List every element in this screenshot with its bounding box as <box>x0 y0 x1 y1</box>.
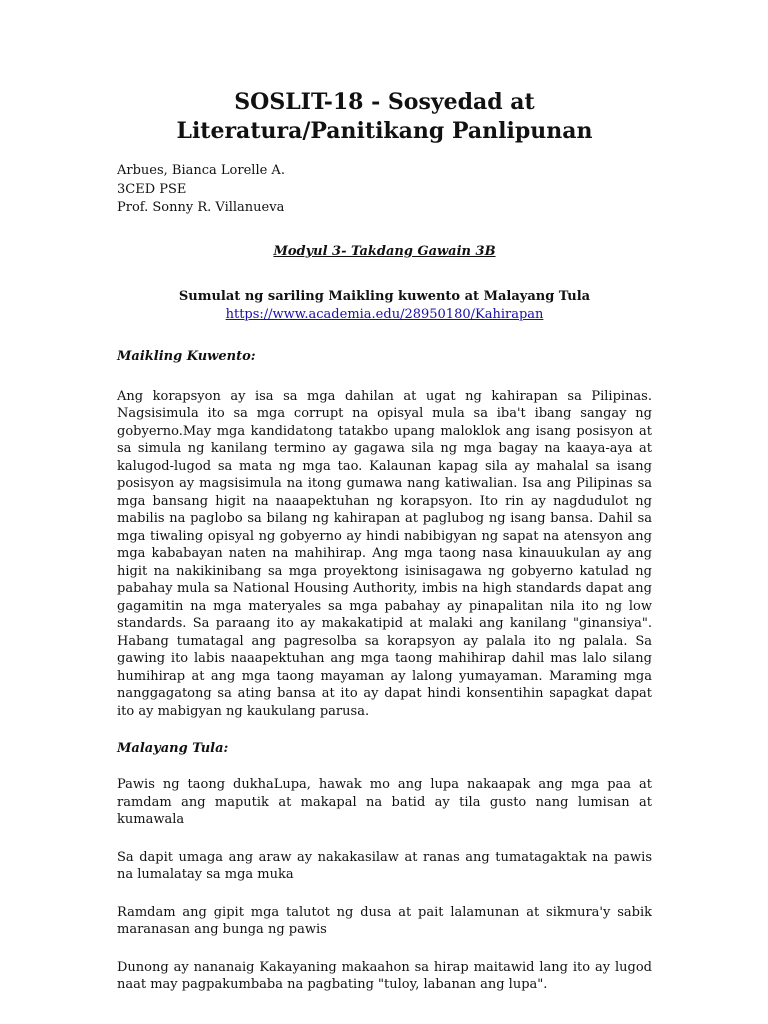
poem-stanza: Sa dapit umaga ang araw ay nakakasilaw at ranas ang tumatagaktak na pawis na lumalatay sa mga muka <box>117 849 652 882</box>
poem-stanza: Ramdam ang gipit mga talutot ng dusa at pait lalamunan at sikmura'y sabik maranasan ang bunga ng pawis <box>117 904 652 937</box>
class-section: 3CED PSE <box>117 181 187 197</box>
document-title: SOSLIT-18 - Sosyedad at Literatura/Panitikang Panlipunan <box>176 89 593 144</box>
poem-heading: Malayang Tula: <box>117 741 229 756</box>
reference-link[interactable]: https://www.academia.edu/28950180/Kahirapan <box>225 306 544 322</box>
task-instruction: Sumulat ng sariling Maikling kuwento at Malayang Tula <box>178 288 591 304</box>
poem-body <box>117 776 652 994</box>
short-story-body: Ang korapsyon ay isa sa mga dahilan at ugat ng kahirapan sa Pilipinas. Nagsisimula ito sa mga corrupt na opisyal mula sa iba't ibang sangay ng gobyerno.May mga kandidatong tatakbo upang maloklok ang isang posisyon at sa simula ng kanilang termino ay gagawa sila ng mga bagay na kaaya-aya at kalugod-lugod sa mata ng mga tao. Kalaunan kapag sila ay mahalal sa isang posisyon ay magsisimula na itong gumawa nang katiwalian. Isa ang Pilipinas sa mga bansang higit na naaapektuhan ng korapsyon. Ito rin ay nagdudulot ng mabilis na paglobo sa bilang ng kahirapan at paglubog ng isang bansa. Dahil sa mga tiwaling opisyal ng gobyerno ay hindi nabibigyan ng sapat na atensyon ang mga kababayan naten na mahihirap. Ang mga taong nasa kinauukulan ay ang higit na nakikinibang sa mga proyektong isinisagawa ng gobyerno katulad ng pabahay mula sa National Housing Authority, imbis na high standards dapat ang gagamitin na mga materyales sa mga pabahay ay pinapalitan nila ito ng low standards. Sa paraang ito ay makakatipid at malaki ang kanilang "ginansiya". Habang tumatagal ang pagresolba sa korapsyon ay palala ito ng palala. Sa gawing ito labis naaapektuhan ang mga taong mahihirap dahil mas lalo silang humihirap at ang mga taong mayaman ay lalong yumayaman. Maraming mga nanggagatong sa ating bansa at ito ay dapat hindi konsentihin sapagkat dapat ito ay mabigyan ng kaukulang parusa. <box>117 388 652 719</box>
poem-stanza: Dunong ay nananaig Kakayaning makaahon sa hirap maitawid lang ito ay lugod naat may pagpakumbaba na pagbating "tuloy, labanan ang lupa". <box>117 959 652 992</box>
poem-stanza: Pawis ng taong dukhaLupa, hawak mo ang lupa nakaapak ang mga paa at ramdam ang maputik at makapal na batid ay tila gusto nang lumisan at kumawala <box>117 777 652 827</box>
module-heading: Modyul 3- Takdang Gawain 3B <box>273 243 496 259</box>
professor-name: Prof. Sonny R. Villanueva <box>117 200 285 215</box>
author-info <box>117 162 652 218</box>
short-story-heading: Maikling Kuwento: <box>117 348 256 364</box>
reference-link-wrapper <box>117 306 652 323</box>
author-name: Arbues, Bianca Lorelle A. <box>117 163 285 178</box>
